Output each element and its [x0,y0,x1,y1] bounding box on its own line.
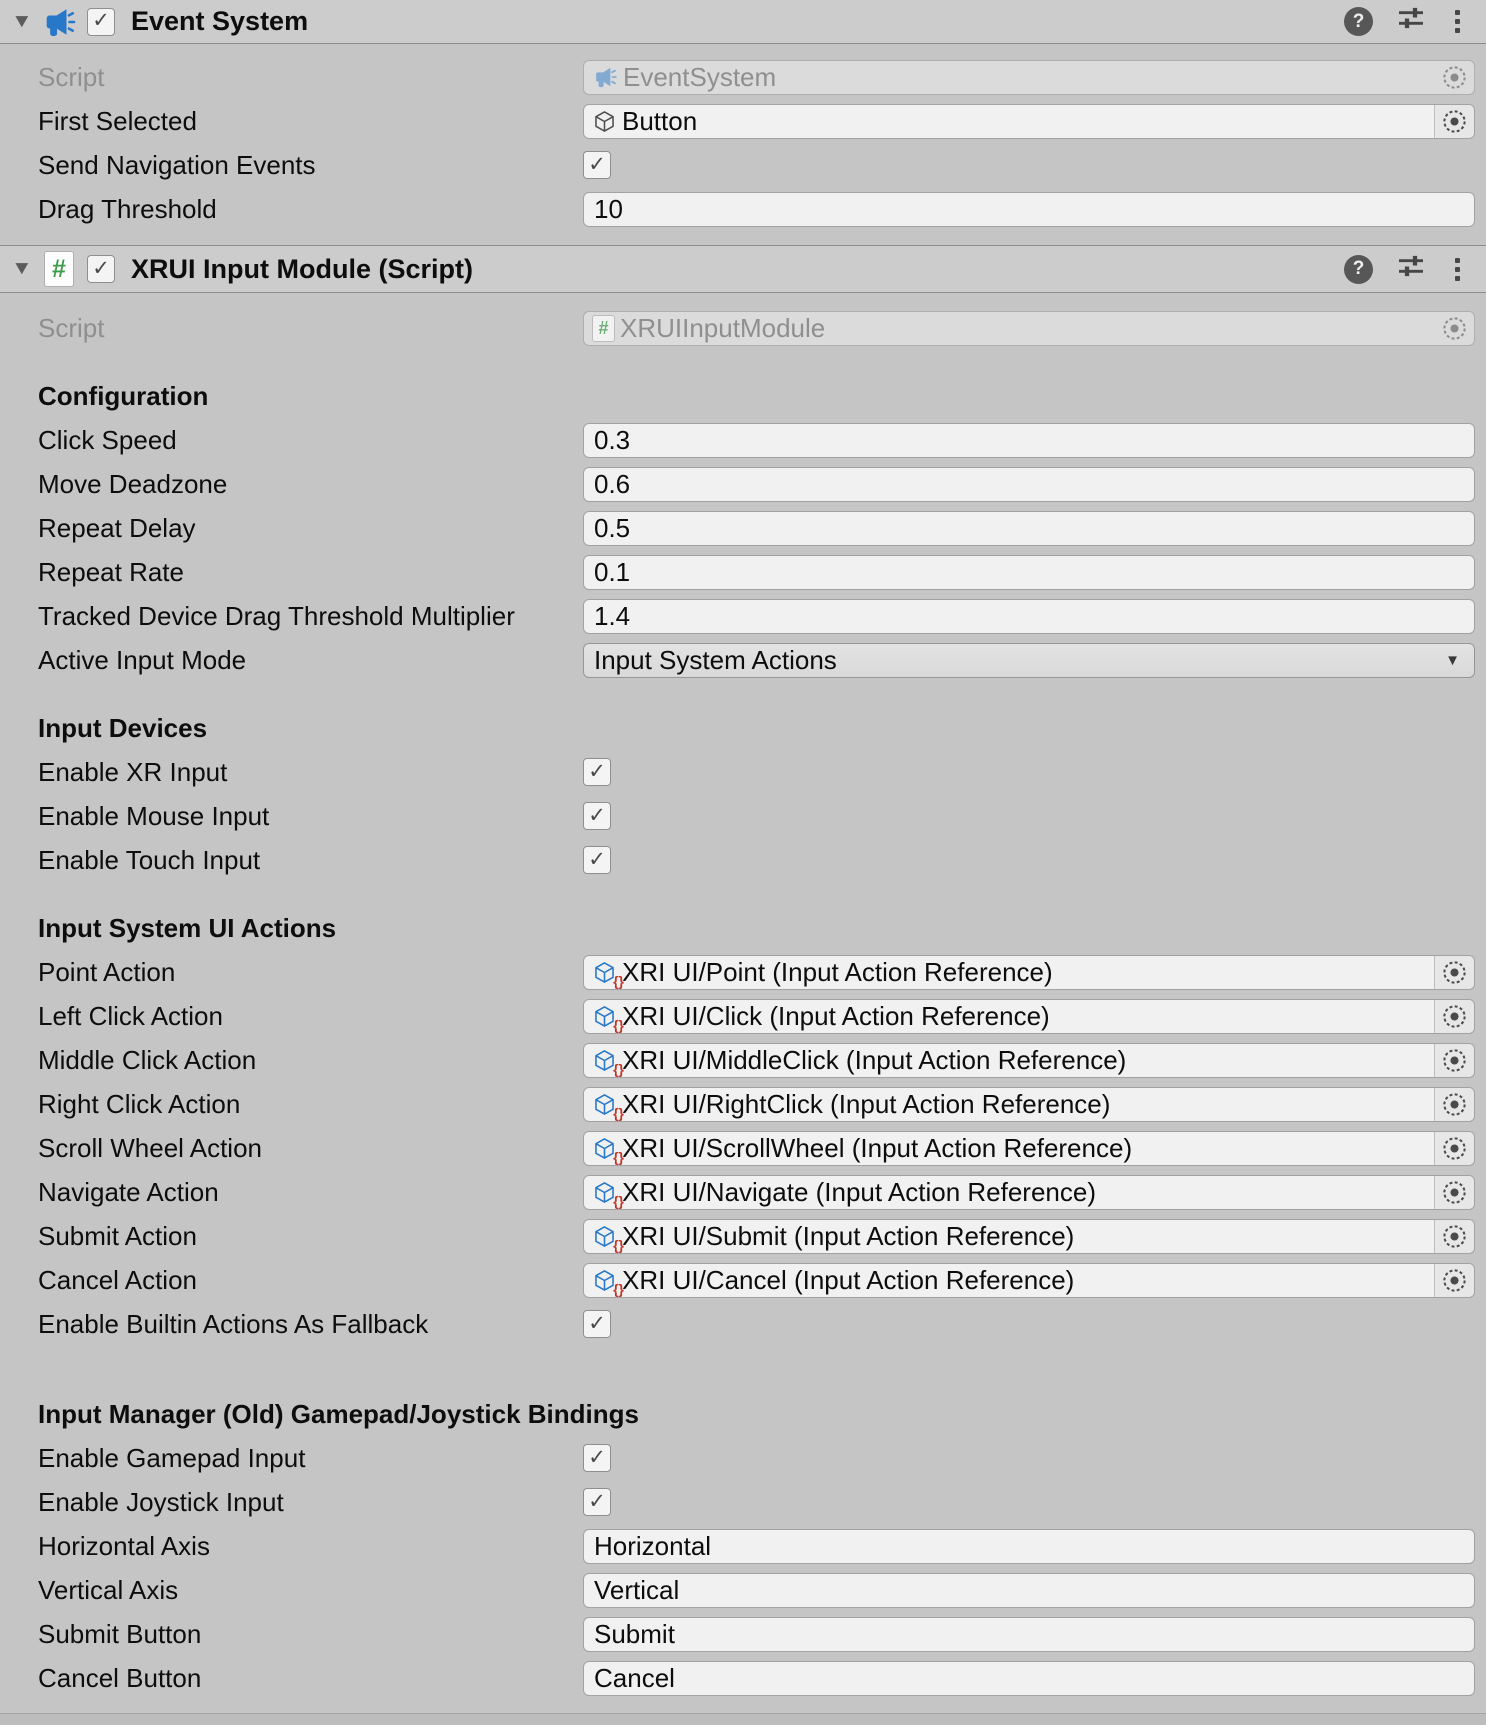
input-action-reference-icon [592,1092,624,1121]
braces-glyph: {} [613,1236,624,1253]
row-label: Cancel Action [38,1264,197,1295]
scroll-wheel-action-object-field[interactable] [583,1131,1475,1166]
enable-touch-input-row [0,838,1486,882]
move-deadzone-field[interactable] [583,467,1475,502]
field-value: 0.6 [594,468,631,499]
row-label: Click Speed [38,424,177,455]
object-picker-icon[interactable] [1434,1044,1474,1077]
row-label: Enable Touch Input [38,844,261,875]
row-label: Left Click Action [38,1000,223,1031]
row-label: Submit Button [38,1618,202,1649]
section-title-input-manager-bindings: Input Manager (Old) Gamepad/Joystick Bindings [38,1398,639,1429]
horizontal-axis-field[interactable] [583,1529,1475,1564]
check-mark-icon: ✓ [92,9,110,32]
tracked-device-drag-threshold-multiplier-field[interactable] [583,599,1475,634]
right-click-action-object-field[interactable] [583,1087,1475,1122]
section-title-input-system-ui-actions: Input System UI Actions [38,912,337,943]
cancel-button-row [0,1656,1486,1700]
object-picker-icon[interactable] [1434,61,1474,94]
row-label: Cancel Button [38,1662,202,1693]
scroll-wheel-action-row [0,1126,1486,1170]
field-value: Horizontal [594,1530,712,1561]
object-picker-icon[interactable] [1434,105,1474,138]
braces-glyph: {} [613,1104,624,1121]
csharp-script-icon [39,251,79,287]
object-field-value: XRUIInputModule [620,312,826,343]
row-label: Send Navigation Events [38,149,316,180]
event-system-icon [39,4,79,40]
input-action-reference-icon [592,1136,624,1165]
object-picker-icon[interactable] [1434,1088,1474,1121]
middle-click-action-object-field[interactable] [583,1043,1475,1078]
input-action-reference-icon [592,1048,624,1077]
hash-glyph: # [44,251,74,287]
check-mark-icon: ✓ [588,847,606,871]
input-action-reference-icon [592,1268,624,1297]
cancel-button-field[interactable] [583,1661,1475,1696]
active-input-mode-dropdown[interactable] [583,643,1475,678]
section-title-input-devices: Input Devices [38,712,208,743]
row-label: First Selected [38,105,197,136]
vertical-axis-row [0,1568,1486,1612]
tracked-device-drag-threshold-multiplier-row [0,594,1486,638]
kebab-menu-icon[interactable] [1449,8,1466,35]
braces-glyph: {} [613,972,624,989]
field-value: 0.5 [594,512,631,543]
enable-builtin-actions-as-fallback-checkbox[interactable] [583,1310,611,1338]
enable-gamepad-input-checkbox[interactable] [583,1444,611,1472]
click-speed-row [0,418,1486,462]
submit-action-object-field[interactable] [583,1219,1475,1254]
object-picker-icon[interactable] [1434,1176,1474,1209]
check-mark-icon: ✓ [588,759,606,783]
row-label: Script [38,61,105,92]
enable-gamepad-input-row [0,1436,1486,1480]
repeat-delay-field[interactable] [583,511,1475,546]
field-value: 0.1 [594,556,631,587]
braces-glyph: {} [613,1192,624,1209]
input-action-reference-icon [592,1224,624,1253]
row-label: Right Click Action [38,1088,241,1119]
check-mark-icon: ✓ [588,803,606,827]
object-field-value: XRI UI/Click (Input Action Reference) [622,1000,1050,1031]
enable-mouse-input-row [0,794,1486,838]
row-label: Active Input Mode [38,644,247,675]
repeat-rate-field[interactable] [583,555,1475,590]
object-field-value: Button [622,105,698,136]
help-icon[interactable]: ? [1344,255,1373,284]
point-action-object-field[interactable] [583,955,1475,990]
horizontal-axis-row [0,1524,1486,1568]
active-input-mode-row [0,638,1486,682]
braces-glyph: {} [613,1016,624,1033]
row-label: Submit Action [38,1220,197,1251]
script-object-field[interactable] [583,60,1475,95]
field-value: 0.3 [594,424,631,455]
braces-glyph: {} [613,1148,624,1165]
send-navigation-events-row [0,143,1486,187]
object-picker-icon[interactable] [1434,1264,1474,1297]
cancel-action-object-field[interactable] [583,1263,1475,1298]
left-click-action-object-field[interactable] [583,999,1475,1034]
foldout-arrow-icon[interactable]: ▼ [11,10,33,32]
row-label: Enable Joystick Input [38,1486,284,1517]
first-selected-object-field[interactable] [583,104,1475,139]
drag-threshold-row [0,187,1486,231]
enable-xr-input-row [0,750,1486,794]
foldout-arrow-icon[interactable]: ▼ [11,258,33,279]
submit-button-field[interactable] [583,1617,1475,1652]
navigate-action-row [0,1170,1486,1214]
row-label: Scroll Wheel Action [38,1132,262,1163]
send-navigation-events-checkbox[interactable] [583,151,611,179]
left-click-action-row [0,994,1486,1038]
check-mark-icon: ✓ [588,152,606,176]
xrui-input-module-header[interactable] [0,245,1486,293]
click-speed-field[interactable] [583,423,1475,458]
component-title: XRUI Input Module (Script) [131,253,473,284]
field-value: 10 [594,193,623,224]
object-field-value: XRI UI/ScrollWheel (Input Action Reference) [622,1132,1133,1163]
csharp-script-icon [592,315,615,342]
object-field-value: XRI UI/Submit (Input Action Reference) [622,1220,1075,1251]
repeat-rate-row [0,550,1486,594]
component-enabled-checkbox[interactable] [87,255,115,283]
script-row [0,55,1486,99]
script-object-field[interactable] [583,311,1475,346]
row-label: Horizontal Axis [38,1530,210,1561]
row-label: Navigate Action [38,1176,219,1207]
object-picker-icon[interactable] [1434,312,1474,345]
cube-icon [592,109,617,134]
component-title: Event System [131,6,309,36]
submit-button-row [0,1612,1486,1656]
script-row [0,306,1486,350]
dropdown-selected-value: Input System Actions [594,644,837,675]
point-action-row [0,950,1486,994]
section-title-configuration: Configuration [38,380,209,411]
inspector-footer-divider [0,1713,1486,1725]
hash-glyph: # [592,315,615,342]
component-enabled-checkbox[interactable] [87,8,115,36]
object-field-value: XRI UI/Point (Input Action Reference) [622,956,1053,987]
row-label: Vertical Axis [38,1574,179,1605]
input-action-reference-icon [592,960,624,989]
enable-joystick-input-checkbox[interactable] [583,1488,611,1516]
enable-joystick-input-row [0,1480,1486,1524]
enable-touch-input-checkbox[interactable] [583,846,611,874]
navigate-action-object-field[interactable] [583,1175,1475,1210]
dropdown-arrow-icon: ▼ [1445,651,1460,669]
submit-action-row [0,1214,1486,1258]
vertical-axis-field[interactable] [583,1573,1475,1608]
field-value: Submit [594,1618,675,1649]
input-action-reference-icon [592,1004,624,1033]
row-label: Script [38,312,105,343]
object-field-value: EventSystem [623,61,777,92]
object-picker-icon[interactable] [1434,1220,1474,1253]
row-label: Middle Click Action [38,1044,257,1075]
row-label: Tracked Device Drag Threshold Multiplier [38,600,515,631]
help-icon[interactable]: ? [1344,7,1373,36]
xrui-input-module-body [0,293,1486,1714]
field-value: Vertical [594,1574,680,1605]
middle-click-action-row [0,1038,1486,1082]
object-picker-icon[interactable] [1434,1000,1474,1033]
enable-mouse-input-checkbox[interactable] [583,802,611,830]
row-label: Enable Builtin Actions As Fallback [38,1308,429,1339]
row-label: Move Deadzone [38,468,228,499]
object-field-value: XRI UI/Navigate (Input Action Reference) [622,1176,1097,1207]
cancel-action-row [0,1258,1486,1302]
kebab-menu-icon[interactable] [1449,256,1466,283]
event-system-body [0,44,1486,245]
row-label: Enable Mouse Input [38,800,270,831]
row-label: Point Action [38,956,176,987]
field-value: Cancel [594,1662,675,1693]
braces-glyph: {} [613,1280,624,1297]
row-label: Repeat Rate [38,556,184,587]
object-field-value: XRI UI/RightClick (Input Action Reference) [622,1088,1111,1119]
check-mark-icon: ✓ [588,1445,606,1469]
row-label: Drag Threshold [38,193,217,224]
presets-icon[interactable] [1395,250,1427,289]
braces-glyph: {} [613,1060,624,1077]
check-mark-icon: ✓ [588,1311,606,1335]
check-mark-icon: ✓ [92,256,110,280]
repeat-delay-row [0,506,1486,550]
presets-icon[interactable] [1395,2,1427,41]
drag-threshold-field[interactable] [583,192,1475,227]
right-click-action-row [0,1082,1486,1126]
move-deadzone-row [0,462,1486,506]
first-selected-row [0,99,1486,143]
object-picker-icon[interactable] [1434,956,1474,989]
row-label: Repeat Delay [38,512,196,543]
object-field-value: XRI UI/MiddleClick (Input Action Reference) [622,1044,1127,1075]
object-field-value: XRI UI/Cancel (Input Action Reference) [622,1264,1075,1295]
input-action-reference-icon [592,1180,624,1209]
enable-builtin-actions-as-fallback-row [0,1302,1486,1346]
enable-xr-input-checkbox[interactable] [583,758,611,786]
check-mark-icon: ✓ [588,1489,606,1513]
field-value: 1.4 [594,600,631,631]
row-label: Enable Gamepad Input [38,1442,306,1473]
event-system-icon [592,64,618,90]
object-picker-icon[interactable] [1434,1132,1474,1165]
event-system-header[interactable] [0,0,1486,44]
row-label: Enable XR Input [38,756,228,787]
